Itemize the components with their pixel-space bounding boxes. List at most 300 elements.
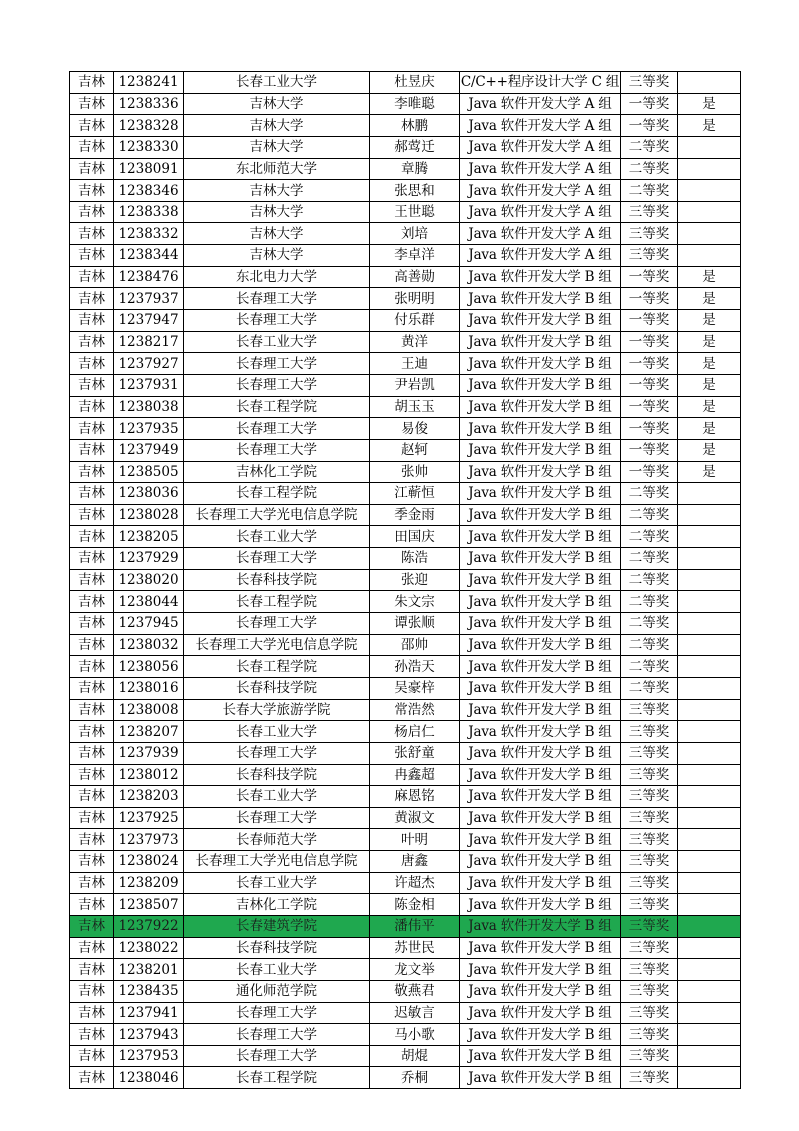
province-cell: 吉林 — [70, 504, 114, 526]
school-cell: 长春理工大学 — [184, 548, 370, 570]
name-cell: 常浩然 — [370, 699, 460, 721]
table-row — [70, 115, 741, 137]
id-cell: 1237973 — [114, 829, 184, 851]
province-cell: 吉林 — [70, 461, 114, 483]
province-cell: 吉林 — [70, 569, 114, 591]
advance-cell — [678, 1067, 741, 1089]
name-cell: 陈浩 — [370, 548, 460, 570]
table-row — [70, 613, 741, 635]
advance-cell — [678, 677, 741, 699]
name-cell: 张帅 — [370, 461, 460, 483]
province-cell: 吉林 — [70, 851, 114, 873]
school-cell: 长春理工大学 — [184, 353, 370, 375]
name-cell: 朱文宗 — [370, 591, 460, 613]
group-cell: Java 软件开发大学 A 组 — [460, 158, 621, 180]
award-cell: 二等奖 — [621, 158, 678, 180]
award-cell: 三等奖 — [621, 915, 678, 937]
id-cell: 1238476 — [114, 266, 184, 288]
table-row — [70, 201, 741, 223]
advance-cell: 是 — [678, 115, 741, 137]
award-cell: 一等奖 — [621, 353, 678, 375]
advance-cell — [678, 634, 741, 656]
school-cell: 长春理工大学 — [184, 1045, 370, 1067]
id-cell: 1238036 — [114, 483, 184, 505]
table-row — [70, 461, 741, 483]
group-cell: Java 软件开发大学 B 组 — [460, 461, 621, 483]
advance-cell — [678, 721, 741, 743]
award-cell: 三等奖 — [621, 1067, 678, 1089]
name-cell: 唐鑫 — [370, 851, 460, 873]
id-cell: 1238330 — [114, 136, 184, 158]
province-cell: 吉林 — [70, 634, 114, 656]
id-cell: 1237929 — [114, 548, 184, 570]
award-cell: 二等奖 — [621, 504, 678, 526]
advance-cell: 是 — [678, 461, 741, 483]
name-cell: 马小歌 — [370, 1024, 460, 1046]
table-row — [70, 959, 741, 981]
province-cell: 吉林 — [70, 807, 114, 829]
id-cell: 1237939 — [114, 742, 184, 764]
table-row — [70, 677, 741, 699]
id-cell: 1237943 — [114, 1024, 184, 1046]
school-cell: 长春理工大学光电信息学院 — [184, 851, 370, 873]
province-cell: 吉林 — [70, 288, 114, 310]
advance-cell: 是 — [678, 418, 741, 440]
province-cell: 吉林 — [70, 72, 114, 94]
name-cell: 黄洋 — [370, 331, 460, 353]
advance-cell — [678, 937, 741, 959]
id-cell: 1238344 — [114, 245, 184, 267]
province-cell: 吉林 — [70, 764, 114, 786]
award-cell: 一等奖 — [621, 461, 678, 483]
award-cell: 一等奖 — [621, 439, 678, 461]
award-cell: 三等奖 — [621, 742, 678, 764]
table-row — [70, 937, 741, 959]
school-cell: 吉林大学 — [184, 245, 370, 267]
province-cell: 吉林 — [70, 180, 114, 202]
group-cell: Java 软件开发大学 B 组 — [460, 786, 621, 808]
school-cell: 长春工业大学 — [184, 526, 370, 548]
table-row — [70, 548, 741, 570]
award-cell: 一等奖 — [621, 266, 678, 288]
group-cell: Java 软件开发大学 B 组 — [460, 591, 621, 613]
advance-cell: 是 — [678, 310, 741, 332]
school-cell: 长春理工大学 — [184, 613, 370, 635]
table-row — [70, 591, 741, 613]
table-row — [70, 1067, 741, 1089]
award-cell: 三等奖 — [621, 721, 678, 743]
id-cell: 1238024 — [114, 851, 184, 873]
school-cell: 吉林化工学院 — [184, 894, 370, 916]
group-cell: Java 软件开发大学 B 组 — [460, 742, 621, 764]
award-cell: 一等奖 — [621, 115, 678, 137]
name-cell: 刘培 — [370, 223, 460, 245]
table-row — [70, 872, 741, 894]
advance-cell — [678, 548, 741, 570]
group-cell: Java 软件开发大学 A 组 — [460, 93, 621, 115]
id-cell: 1238241 — [114, 72, 184, 94]
school-cell: 长春工程学院 — [184, 396, 370, 418]
award-cell: 三等奖 — [621, 245, 678, 267]
province-cell: 吉林 — [70, 613, 114, 635]
group-cell: Java 软件开发大学 B 组 — [460, 764, 621, 786]
id-cell: 1238505 — [114, 461, 184, 483]
school-cell: 吉林化工学院 — [184, 461, 370, 483]
table-row — [70, 483, 741, 505]
province-cell: 吉林 — [70, 959, 114, 981]
award-cell: 一等奖 — [621, 288, 678, 310]
table-row — [70, 829, 741, 851]
school-cell: 长春工程学院 — [184, 483, 370, 505]
table-row — [70, 699, 741, 721]
id-cell: 1238044 — [114, 591, 184, 613]
name-cell: 张迎 — [370, 569, 460, 591]
school-cell: 长春工业大学 — [184, 72, 370, 94]
table-row — [70, 634, 741, 656]
province-cell: 吉林 — [70, 418, 114, 440]
group-cell: Java 软件开发大学 B 组 — [460, 613, 621, 635]
province-cell: 吉林 — [70, 353, 114, 375]
province-cell: 吉林 — [70, 656, 114, 678]
group-cell: Java 软件开发大学 B 组 — [460, 266, 621, 288]
group-cell: Java 软件开发大学 B 组 — [460, 418, 621, 440]
award-cell: 二等奖 — [621, 569, 678, 591]
group-cell: Java 软件开发大学 B 组 — [460, 526, 621, 548]
award-cell: 三等奖 — [621, 851, 678, 873]
name-cell: 江蕲恒 — [370, 483, 460, 505]
id-cell: 1238038 — [114, 396, 184, 418]
id-cell: 1237947 — [114, 310, 184, 332]
province-cell: 吉林 — [70, 266, 114, 288]
name-cell: 高善勋 — [370, 266, 460, 288]
province-cell: 吉林 — [70, 721, 114, 743]
advance-cell — [678, 915, 741, 937]
school-cell: 长春工业大学 — [184, 721, 370, 743]
table-row — [70, 807, 741, 829]
group-cell: Java 软件开发大学 B 组 — [460, 331, 621, 353]
id-cell: 1238203 — [114, 786, 184, 808]
group-cell: Java 软件开发大学 A 组 — [460, 245, 621, 267]
table-row — [70, 396, 741, 418]
table-row — [70, 353, 741, 375]
group-cell: Java 软件开发大学 A 组 — [460, 180, 621, 202]
advance-cell — [678, 894, 741, 916]
id-cell: 1238028 — [114, 504, 184, 526]
id-cell: 1238020 — [114, 569, 184, 591]
province-cell: 吉林 — [70, 439, 114, 461]
school-cell: 长春理工大学 — [184, 439, 370, 461]
award-cell: 二等奖 — [621, 613, 678, 635]
table-row — [70, 418, 741, 440]
award-cell: 三等奖 — [621, 786, 678, 808]
name-cell: 敬燕君 — [370, 980, 460, 1002]
award-cell: 三等奖 — [621, 980, 678, 1002]
award-cell: 三等奖 — [621, 829, 678, 851]
table-body — [70, 72, 741, 1089]
award-cell: 二等奖 — [621, 526, 678, 548]
school-cell: 吉林大学 — [184, 136, 370, 158]
school-cell: 吉林大学 — [184, 223, 370, 245]
advance-cell: 是 — [678, 439, 741, 461]
school-cell: 长春工程学院 — [184, 591, 370, 613]
advance-cell — [678, 591, 741, 613]
award-cell: 一等奖 — [621, 331, 678, 353]
name-cell: 易俊 — [370, 418, 460, 440]
advance-cell — [678, 526, 741, 548]
award-cell: 三等奖 — [621, 201, 678, 223]
school-cell: 长春理工大学光电信息学院 — [184, 634, 370, 656]
award-cell: 三等奖 — [621, 959, 678, 981]
id-cell: 1237925 — [114, 807, 184, 829]
advance-cell — [678, 569, 741, 591]
advance-cell — [678, 742, 741, 764]
advance-cell — [678, 1024, 741, 1046]
group-cell: Java 软件开发大学 B 组 — [460, 1024, 621, 1046]
school-cell: 通化师范学院 — [184, 980, 370, 1002]
province-cell: 吉林 — [70, 136, 114, 158]
name-cell: 胡玉玉 — [370, 396, 460, 418]
id-cell: 1238338 — [114, 201, 184, 223]
table-row — [70, 180, 741, 202]
school-cell: 长春理工大学 — [184, 1002, 370, 1024]
name-cell: 谭张顺 — [370, 613, 460, 635]
id-cell: 1238046 — [114, 1067, 184, 1089]
province-cell: 吉林 — [70, 591, 114, 613]
name-cell: 李卓洋 — [370, 245, 460, 267]
award-cell: 一等奖 — [621, 418, 678, 440]
name-cell: 麻恩铭 — [370, 786, 460, 808]
id-cell: 1237927 — [114, 353, 184, 375]
school-cell: 长春理工大学光电信息学院 — [184, 504, 370, 526]
id-cell: 1237922 — [114, 915, 184, 937]
school-cell: 长春工业大学 — [184, 331, 370, 353]
province-cell: 吉林 — [70, 829, 114, 851]
province-cell: 吉林 — [70, 245, 114, 267]
table-row — [70, 310, 741, 332]
id-cell: 1238091 — [114, 158, 184, 180]
id-cell: 1238346 — [114, 180, 184, 202]
school-cell: 东北电力大学 — [184, 266, 370, 288]
advance-cell — [678, 764, 741, 786]
province-cell: 吉林 — [70, 93, 114, 115]
school-cell: 长春理工大学 — [184, 742, 370, 764]
group-cell: C/C++程序设计大学 C 组 — [460, 72, 621, 94]
name-cell: 郝莺迁 — [370, 136, 460, 158]
award-cell: 一等奖 — [621, 396, 678, 418]
group-cell: Java 软件开发大学 B 组 — [460, 569, 621, 591]
advance-cell — [678, 980, 741, 1002]
name-cell: 季金雨 — [370, 504, 460, 526]
table-row — [70, 656, 741, 678]
group-cell: Java 软件开发大学 B 组 — [460, 937, 621, 959]
table-row — [70, 742, 741, 764]
school-cell: 长春工业大学 — [184, 872, 370, 894]
name-cell: 黄淑文 — [370, 807, 460, 829]
group-cell: Java 软件开发大学 B 组 — [460, 980, 621, 1002]
group-cell: Java 软件开发大学 B 组 — [460, 1067, 621, 1089]
group-cell: Java 软件开发大学 B 组 — [460, 439, 621, 461]
name-cell: 林鹏 — [370, 115, 460, 137]
school-cell: 吉林大学 — [184, 201, 370, 223]
award-cell: 二等奖 — [621, 634, 678, 656]
school-cell: 吉林大学 — [184, 180, 370, 202]
award-cell: 一等奖 — [621, 310, 678, 332]
table-row — [70, 526, 741, 548]
id-cell: 1237935 — [114, 418, 184, 440]
advance-cell — [678, 699, 741, 721]
province-cell: 吉林 — [70, 158, 114, 180]
id-cell: 1238507 — [114, 894, 184, 916]
advance-cell: 是 — [678, 331, 741, 353]
name-cell: 龙文举 — [370, 959, 460, 981]
school-cell: 长春工业大学 — [184, 786, 370, 808]
table-row — [70, 1045, 741, 1067]
name-cell: 冉鑫超 — [370, 764, 460, 786]
id-cell: 1238022 — [114, 937, 184, 959]
advance-cell: 是 — [678, 93, 741, 115]
school-cell: 吉林大学 — [184, 115, 370, 137]
advance-cell: 是 — [678, 266, 741, 288]
name-cell: 胡焜 — [370, 1045, 460, 1067]
award-cell: 三等奖 — [621, 699, 678, 721]
table-row — [70, 245, 741, 267]
award-cell: 三等奖 — [621, 1045, 678, 1067]
school-cell: 东北师范大学 — [184, 158, 370, 180]
school-cell: 长春科技学院 — [184, 937, 370, 959]
province-cell: 吉林 — [70, 526, 114, 548]
province-cell: 吉林 — [70, 483, 114, 505]
school-cell: 长春师范大学 — [184, 829, 370, 851]
id-cell: 1237941 — [114, 1002, 184, 1024]
award-cell: 二等奖 — [621, 548, 678, 570]
group-cell: Java 软件开发大学 B 组 — [460, 374, 621, 396]
table-row — [70, 136, 741, 158]
group-cell: Java 软件开发大学 B 组 — [460, 807, 621, 829]
table-row — [70, 764, 741, 786]
id-cell: 1238207 — [114, 721, 184, 743]
group-cell: Java 软件开发大学 A 组 — [460, 136, 621, 158]
name-cell: 付乐群 — [370, 310, 460, 332]
group-cell: Java 软件开发大学 B 组 — [460, 504, 621, 526]
award-cell: 三等奖 — [621, 894, 678, 916]
award-cell: 二等奖 — [621, 136, 678, 158]
award-cell: 一等奖 — [621, 93, 678, 115]
table-row — [70, 894, 741, 916]
id-cell: 1237937 — [114, 288, 184, 310]
school-cell: 长春理工大学 — [184, 1024, 370, 1046]
award-cell: 三等奖 — [621, 72, 678, 94]
province-cell: 吉林 — [70, 374, 114, 396]
id-cell: 1238008 — [114, 699, 184, 721]
name-cell: 张思和 — [370, 180, 460, 202]
advance-cell — [678, 201, 741, 223]
advance-cell — [678, 136, 741, 158]
name-cell: 许超杰 — [370, 872, 460, 894]
id-cell: 1238336 — [114, 93, 184, 115]
advance-cell — [678, 1002, 741, 1024]
province-cell: 吉林 — [70, 786, 114, 808]
name-cell: 孙浩天 — [370, 656, 460, 678]
table-row — [70, 851, 741, 873]
award-cell: 三等奖 — [621, 937, 678, 959]
province-cell: 吉林 — [70, 1067, 114, 1089]
name-cell: 陈金相 — [370, 894, 460, 916]
name-cell: 章腾 — [370, 158, 460, 180]
table-row — [70, 158, 741, 180]
award-cell: 三等奖 — [621, 1002, 678, 1024]
group-cell: Java 软件开发大学 A 组 — [460, 201, 621, 223]
advance-cell: 是 — [678, 374, 741, 396]
name-cell: 田国庆 — [370, 526, 460, 548]
table-row — [70, 93, 741, 115]
table-row — [70, 331, 741, 353]
group-cell: Java 软件开发大学 B 组 — [460, 634, 621, 656]
table-row — [70, 980, 741, 1002]
group-cell: Java 软件开发大学 B 组 — [460, 310, 621, 332]
group-cell: Java 软件开发大学 B 组 — [460, 656, 621, 678]
table-row — [70, 223, 741, 245]
award-cell: 三等奖 — [621, 807, 678, 829]
name-cell: 邵帅 — [370, 634, 460, 656]
table-row — [70, 569, 741, 591]
id-cell: 1238209 — [114, 872, 184, 894]
table-row-highlighted — [70, 915, 741, 937]
school-cell: 长春理工大学 — [184, 310, 370, 332]
name-cell: 叶明 — [370, 829, 460, 851]
award-cell: 二等奖 — [621, 656, 678, 678]
group-cell: Java 软件开发大学 B 组 — [460, 894, 621, 916]
province-cell: 吉林 — [70, 396, 114, 418]
id-cell: 1238012 — [114, 764, 184, 786]
school-cell: 长春科技学院 — [184, 677, 370, 699]
name-cell: 张舒童 — [370, 742, 460, 764]
school-cell: 长春理工大学 — [184, 418, 370, 440]
group-cell: Java 软件开发大学 B 组 — [460, 851, 621, 873]
advance-cell — [678, 872, 741, 894]
group-cell: Java 软件开发大学 B 组 — [460, 353, 621, 375]
award-cell: 一等奖 — [621, 374, 678, 396]
group-cell: Java 软件开发大学 B 组 — [460, 396, 621, 418]
province-cell: 吉林 — [70, 1045, 114, 1067]
advance-cell — [678, 483, 741, 505]
table-row — [70, 266, 741, 288]
advance-cell — [678, 180, 741, 202]
advance-cell: 是 — [678, 396, 741, 418]
id-cell: 1238332 — [114, 223, 184, 245]
school-cell: 长春工程学院 — [184, 1067, 370, 1089]
advance-cell: 是 — [678, 353, 741, 375]
advance-cell — [678, 245, 741, 267]
name-cell: 王世聪 — [370, 201, 460, 223]
id-cell: 1238205 — [114, 526, 184, 548]
name-cell: 迟敏言 — [370, 1002, 460, 1024]
advance-cell — [678, 851, 741, 873]
school-cell: 长春建筑学院 — [184, 915, 370, 937]
group-cell: Java 软件开发大学 B 组 — [460, 677, 621, 699]
province-cell: 吉林 — [70, 1024, 114, 1046]
group-cell: Java 软件开发大学 B 组 — [460, 1002, 621, 1024]
id-cell: 1237945 — [114, 613, 184, 635]
school-cell: 长春理工大学 — [184, 288, 370, 310]
name-cell: 乔桐 — [370, 1067, 460, 1089]
group-cell: Java 软件开发大学 B 组 — [460, 829, 621, 851]
id-cell: 1237953 — [114, 1045, 184, 1067]
id-cell: 1238201 — [114, 959, 184, 981]
id-cell: 1238056 — [114, 656, 184, 678]
province-cell: 吉林 — [70, 915, 114, 937]
advance-cell: 是 — [678, 288, 741, 310]
advance-cell — [678, 959, 741, 981]
